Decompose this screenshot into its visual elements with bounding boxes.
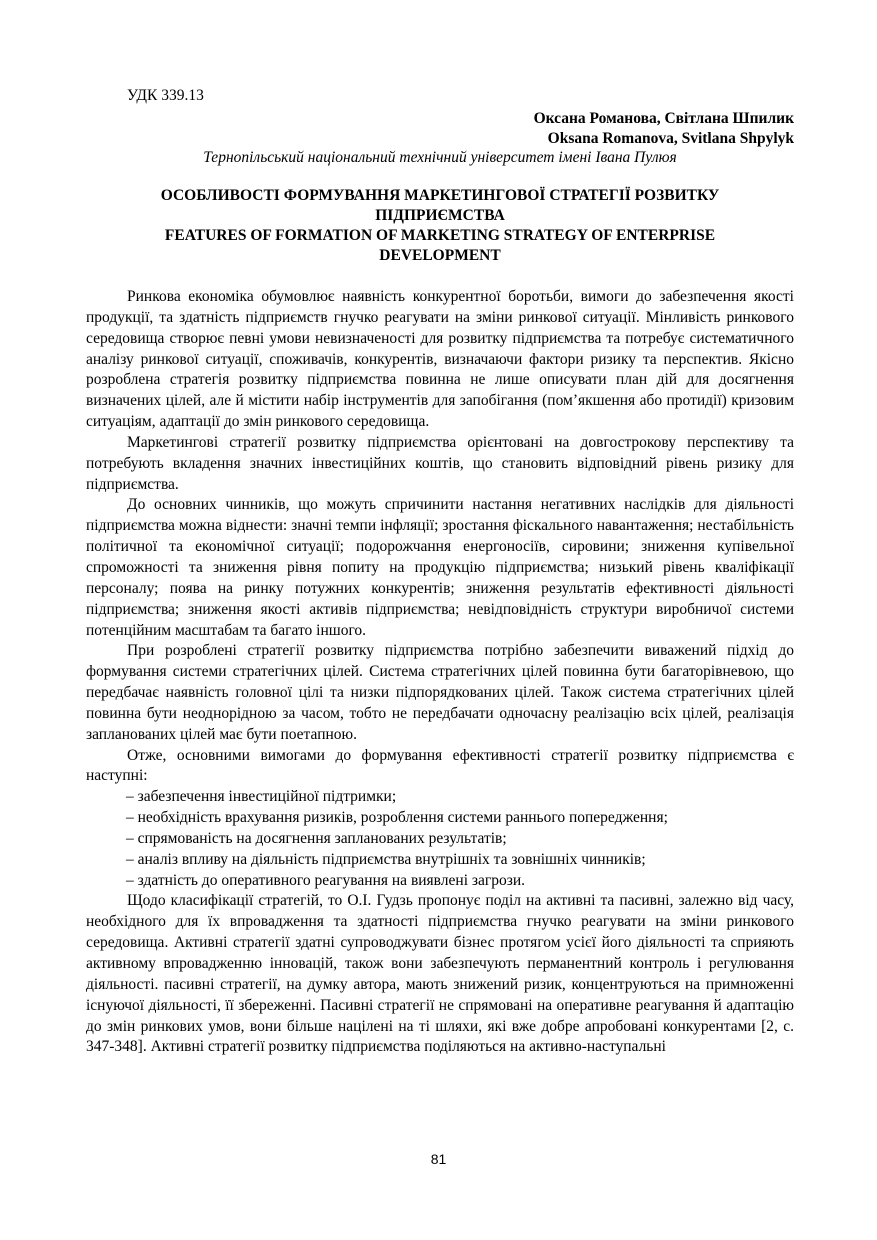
paragraph: До основних чинників, що можуть спричинити настання негативних наслідків для діяльності підприємства можна віднести: значні темпи інфляції; зростання фіскального навантаження; нестабільність політичної та економічної ситуації; подорожчання енергоносіїв, сировини; зниження купівельної спроможності та зниження рівня попиту на продукцію підприємства; низький рівень кваліфікації персоналу; поява на ринку потужних конкурентів; зниження результатів ефективності діяльності підприємства; зниження якості активів підприємства; невідповідність структури виробничої системи потенційним масштабам та багато іншого. [86, 496, 794, 639]
title-en-line-2: DEVELOPMENT [379, 247, 501, 264]
authors-block [86, 109, 794, 149]
authors-ukrainian: Оксана Романова, Світлана Шпилик [533, 110, 794, 127]
paragraph: Щодо класифікації стратегій, то О.І. Гудзь пропонує поділ на активні та пасивні, залежно від часу, необхідного для їх впровадження та здатності підприємства гнучко реагувати на зміни ринкового середовища. Активні стратегії здатні супроводжувати бізнес протягом усієї його діяльності та сприяють активному впровадженню інновацій, також вони забезпечують перманентний контроль і регулювання діяльності. пасивні стратегії, на думку автора, мають знижений ризик, концентруються на примноженні існуючої діяльності, її збереженні. Пасивні стратегії не спрямовані на оперативне реагування й адаптацію до змін ринкових умов, вони більше націлені на ті шляхи, які вже добре апробовані конкурентами [2, с. 347-348]. Активні стратегії розвитку підприємства поділяються на активно-наступальні [86, 892, 794, 1056]
title-uk-line-1: ОСОБЛИВОСТІ ФОРМУВАННЯ МАРКЕТИНГОВОЇ СТРАТЕГІЇ РОЗВИТКУ [160, 187, 720, 204]
paragraph: Отже, основними вимогами до формування ефективності стратегії розвитку підприємства є наступні: [86, 746, 794, 785]
body-text [86, 287, 794, 1058]
paper-title [100, 186, 780, 266]
title-en-line-1: FEATURES OF FORMATION OF MARKETING STRATEGY OF ENTERPRISE [164, 227, 716, 244]
paragraph: Маркетингові стратегії розвитку підприємства орієнтовані на довгострокову перспективу та потребують вкладення значних інвестиційних коштів, що становить відповідний рівень ризику для підприємства. [86, 433, 794, 493]
authors-english: Oksana Romanova, Svitlana Shpylyk [547, 130, 794, 147]
page-number: 81 [430, 1151, 447, 1167]
affiliation: Тернопільський національний технічний університет імені Івана Пулюя [203, 149, 677, 166]
paragraph: При розроблені стратегії розвитку підприємства потрібно забезпечити виважений підхід до формування системи стратегічних цілей. Система стратегічних цілей повинна бути багаторівневою, що передбачає наявність головної цілі та низки підпорядкованих цілей. Також система стратегічних цілей повинна бути неоднорідною за часом, тобто не передбачати одночасну реалізацію всіх цілей, реалізація запланованих цілей має бути поетапною. [86, 642, 794, 743]
list-item: – необхідність врахування ризиків, розроблення системи раннього попередження; [126, 809, 668, 827]
udk-code: УДК 339.13 [127, 87, 204, 104]
list-item: – забезпечення інвестиційної підтримки; [126, 788, 397, 806]
list-item: – здатність до оперативного реагування на виявлені загрози. [126, 871, 526, 889]
list-item: – спрямованість на досягнення запланованих результатів; [126, 829, 507, 847]
list-item: – аналіз впливу на діяльність підприємства внутрішніх та зовнішніх чинників; [126, 850, 646, 868]
paragraph: Ринкова економіка обумовлює наявність конкурентної боротьби, вимоги до забезпечення якості продукції, та здатність підприємств гнучко реагувати на зміни ринкової ситуації. Мінливість ринкового середовища створює певні умови невизначеності для розвитку підприємства та потребує систематичного аналізу ринкової ситуації, споживачів, конкурентів, визначаючи фактори ризику та перспектив. Якісно розроблена стратегія розвитку підприємства повинна не лише описувати план дій для досягнення визначених цілей, але й містити набір інструментів для запобігання (пом’якшення або протидії) кризовим ситуаціям, адаптації до змін ринкового середовища. [86, 288, 794, 431]
requirements-list [86, 787, 794, 891]
title-uk-line-2: ПІДПРИЄМСТВА [375, 207, 505, 224]
